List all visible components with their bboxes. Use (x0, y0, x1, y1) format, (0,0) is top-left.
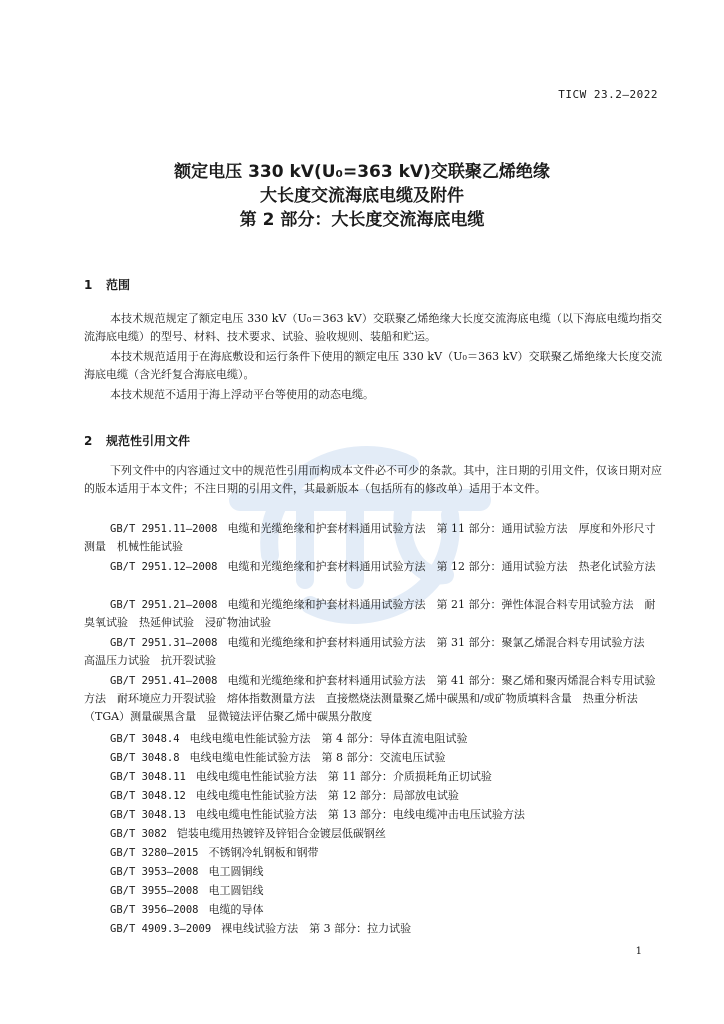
reference-item (84, 749, 660, 767)
section-title: 规范性引用文件 (106, 434, 191, 448)
reference-item (84, 672, 660, 726)
reference-code: GB/T 2951.11—2008 (110, 523, 218, 535)
normative-intro-paragraph: 下列文件中的内容通过文中的规范性引用而构成本文件必不可少的条款。其中，注日期的引用文件，仅该日期对应的版本适用于本文件；不注日期的引用文件，其最新版本（包括所有的修改单）适用于本文件。 (84, 464, 662, 495)
reference-code: GB/T 3953—2008 (110, 866, 199, 878)
reference-title: 电缆和光缆绝缘和护套材料通用试验方法 第 21 部分：弹性体混合料专用试验方法 耐臭氧试验 热延伸试验 浸矿物油试验 (84, 598, 656, 629)
reference-title: 电线电缆电性能试验方法 第 8 部分：交流电压试验 (189, 751, 446, 764)
reference-title: 电线电缆电性能试验方法 第 11 部分：介质损耗角正切试验 (195, 770, 492, 783)
reference-code: GB/T 3048.12 (110, 790, 186, 802)
reference-code: GB/T 3048.13 (110, 809, 186, 821)
reference-title: 电线电缆电性能试验方法 第 4 部分：导体直流电阻试验 (189, 732, 468, 745)
reference-item (84, 634, 660, 670)
document-title (0, 160, 724, 232)
section-number: 2 (84, 434, 93, 448)
reference-code: GB/T 3956—2008 (110, 904, 199, 916)
standard-code: TICW 23.2—2022 (558, 88, 658, 101)
reference-title: 电缆和光缆绝缘和护套材料通用试验方法 第 41 部分：聚乙烯和聚丙烯混合料专用试验方法 耐环境应力开裂试验 熔体指数测量方法 直接燃烧法测量聚乙烯中碳黑和/或矿物质填料含量 热重分析法（TGA）测量碳黑含量 显微镜法评估聚乙烯中碳黑分散度 (84, 674, 656, 723)
reference-item (84, 806, 660, 824)
reference-title: 电缆和光缆绝缘和护套材料通用试验方法 第 12 部分：通用试验方法 热老化试验方法 (227, 560, 656, 573)
reference-item (84, 520, 660, 556)
reference-code: GB/T 2951.12—2008 (110, 561, 218, 573)
reference-title: 电工圆铜线 (208, 865, 264, 878)
scope-paragraph: 本技术规范不适用于海上浮动平台等使用的动态电缆。 (110, 388, 374, 401)
reference-item (84, 882, 660, 900)
reference-item (84, 596, 660, 632)
reference-title: 电线电缆电性能试验方法 第 13 部分：电线电缆冲击电压试验方法 (195, 808, 525, 821)
title-line-3: 第 2 部分：大长度交流海底电缆 (239, 210, 485, 230)
scope-paragraph: 本技术规范适用于在海底敷设和运行条件下使用的额定电压 330 kV（U₀＝363 kV）交联聚乙烯绝缘大长度交流海底电缆（含光纤复合海底电缆）。 (84, 350, 662, 381)
title-line-2: 大长度交流海底电缆及附件 (260, 186, 464, 206)
title-line-1: 额定电压 330 kV(U₀=363 kV)交联聚乙烯绝缘 (174, 162, 550, 182)
section-title: 范围 (106, 278, 131, 292)
reference-item (84, 920, 660, 938)
reference-title: 铠装电缆用热镀锌及锌铝合金镀层低碳钢丝 (176, 827, 386, 840)
section-heading-normative-references (84, 432, 190, 449)
reference-item (84, 844, 660, 862)
reference-code: GB/T 2951.31—2008 (110, 637, 218, 649)
reference-item (84, 558, 660, 576)
reference-title: 不锈钢冷轧钢板和钢带 (208, 846, 319, 859)
reference-title: 电线电缆电性能试验方法 第 12 部分：局部放电试验 (195, 789, 459, 802)
reference-code: GB/T 3280—2015 (110, 847, 199, 859)
reference-code: GB/T 2951.21—2008 (110, 599, 218, 611)
reference-item (84, 863, 660, 881)
reference-code: GB/T 3955—2008 (110, 885, 199, 897)
scope-paragraph: 本技术规范规定了额定电压 330 kV（U₀＝363 kV）交联聚乙烯绝缘大长度交流海底电缆（以下海底电缆均指交流海底电缆）的型号、材料、技术要求、试验、验收规则、装船和贮运。 (84, 312, 662, 343)
reference-code: GB/T 4909.3—2009 (110, 923, 212, 935)
reference-item (84, 730, 660, 748)
reference-code: GB/T 3048.4 (110, 733, 180, 745)
reference-title: 电缆的导体 (208, 903, 264, 916)
reference-item (84, 901, 660, 919)
reference-title: 电缆和光缆绝缘和护套材料通用试验方法 第 31 部分：聚氯乙烯混合料专用试验方法 高温压力试验 抗开裂试验 (84, 636, 656, 667)
reference-code: GB/T 2951.41—2008 (110, 675, 218, 687)
reference-item (84, 787, 660, 805)
page-number: 1 (635, 946, 642, 957)
reference-code: GB/T 3082 (110, 828, 167, 840)
section-number: 1 (84, 278, 93, 292)
section-heading-scope (84, 276, 130, 293)
reference-title: 电缆和光缆绝缘和护套材料通用试验方法 第 11 部分：通用试验方法 厚度和外形尺寸测量 机械性能试验 (84, 522, 656, 553)
reference-title: 电工圆铝线 (208, 884, 264, 897)
reference-code: GB/T 3048.11 (110, 771, 186, 783)
reference-code: GB/T 3048.8 (110, 752, 180, 764)
reference-item (84, 768, 660, 786)
reference-title: 裸电线试验方法 第 3 部分：拉力试验 (221, 922, 412, 935)
reference-item (84, 825, 660, 843)
